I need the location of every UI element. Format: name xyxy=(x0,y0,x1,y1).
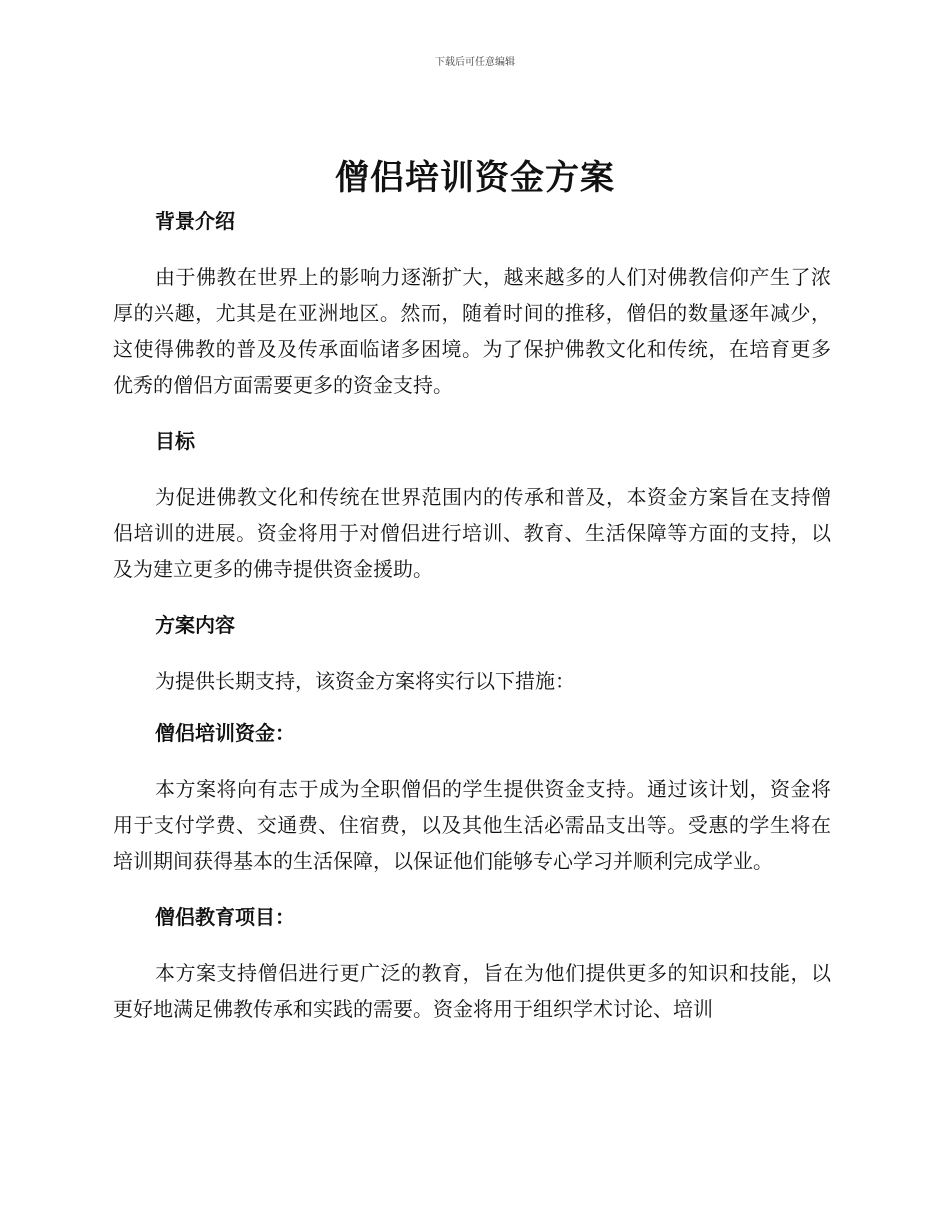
section-goal xyxy=(113,423,831,587)
section-training-funds xyxy=(113,715,831,879)
section-heading-training-funds: 僧侣培训资金： xyxy=(155,721,295,745)
section-heading-goal: 目标 xyxy=(155,429,195,453)
section-heading-plan-content: 方案内容 xyxy=(155,613,235,637)
section-paragraph-education-program: 本方案支持僧侣进行更广泛的教育，旨在为他们提供更多的知识和技能，以更好地满足佛教传承和实践的需要。资金将用于组织学术讨论、培训 xyxy=(113,961,831,1021)
section-paragraph-plan-content: 为提供长期支持，该资金方案将实行以下措施： xyxy=(155,669,575,693)
section-paragraph-goal: 为促进佛教文化和传统在世界范围内的传承和普及，本资金方案旨在支持僧侣培训的进展。资金将用于对僧侣进行培训、教育、生活保障等方面的支持，以及为建立更多的佛寺提供资金援助。 xyxy=(113,485,831,581)
section-education-program xyxy=(113,899,831,1027)
page-header-note: 下载后可任意编辑 xyxy=(435,57,515,68)
document-title: 僧侣培训资金方案 xyxy=(335,158,615,198)
section-plan-content xyxy=(113,607,831,699)
section-background xyxy=(113,203,831,403)
section-heading-background: 背景介绍 xyxy=(155,209,235,233)
section-heading-education-program: 僧侣教育项目： xyxy=(155,905,295,929)
document-body xyxy=(113,203,831,1027)
section-paragraph-background: 由于佛教在世界上的影响力逐渐扩大，越来越多的人们对佛教信仰产生了浓厚的兴趣，尤其是在亚洲地区。然而，随着时间的推移，僧侣的数量逐年减少，这使得佛教的普及及传承面临诸多困境。为了保护佛教文化和传统，在培育更多优秀的僧侣方面需要更多的资金支持。 xyxy=(113,265,831,397)
section-paragraph-training-funds: 本方案将向有志于成为全职僧侣的学生提供资金支持。通过该计划，资金将用于支付学费、交通费、住宿费，以及其他生活必需品支出等。受惠的学生将在培训期间获得基本的生活保障，以保证他们能够专心学习并顺利完成学业。 xyxy=(113,777,831,873)
